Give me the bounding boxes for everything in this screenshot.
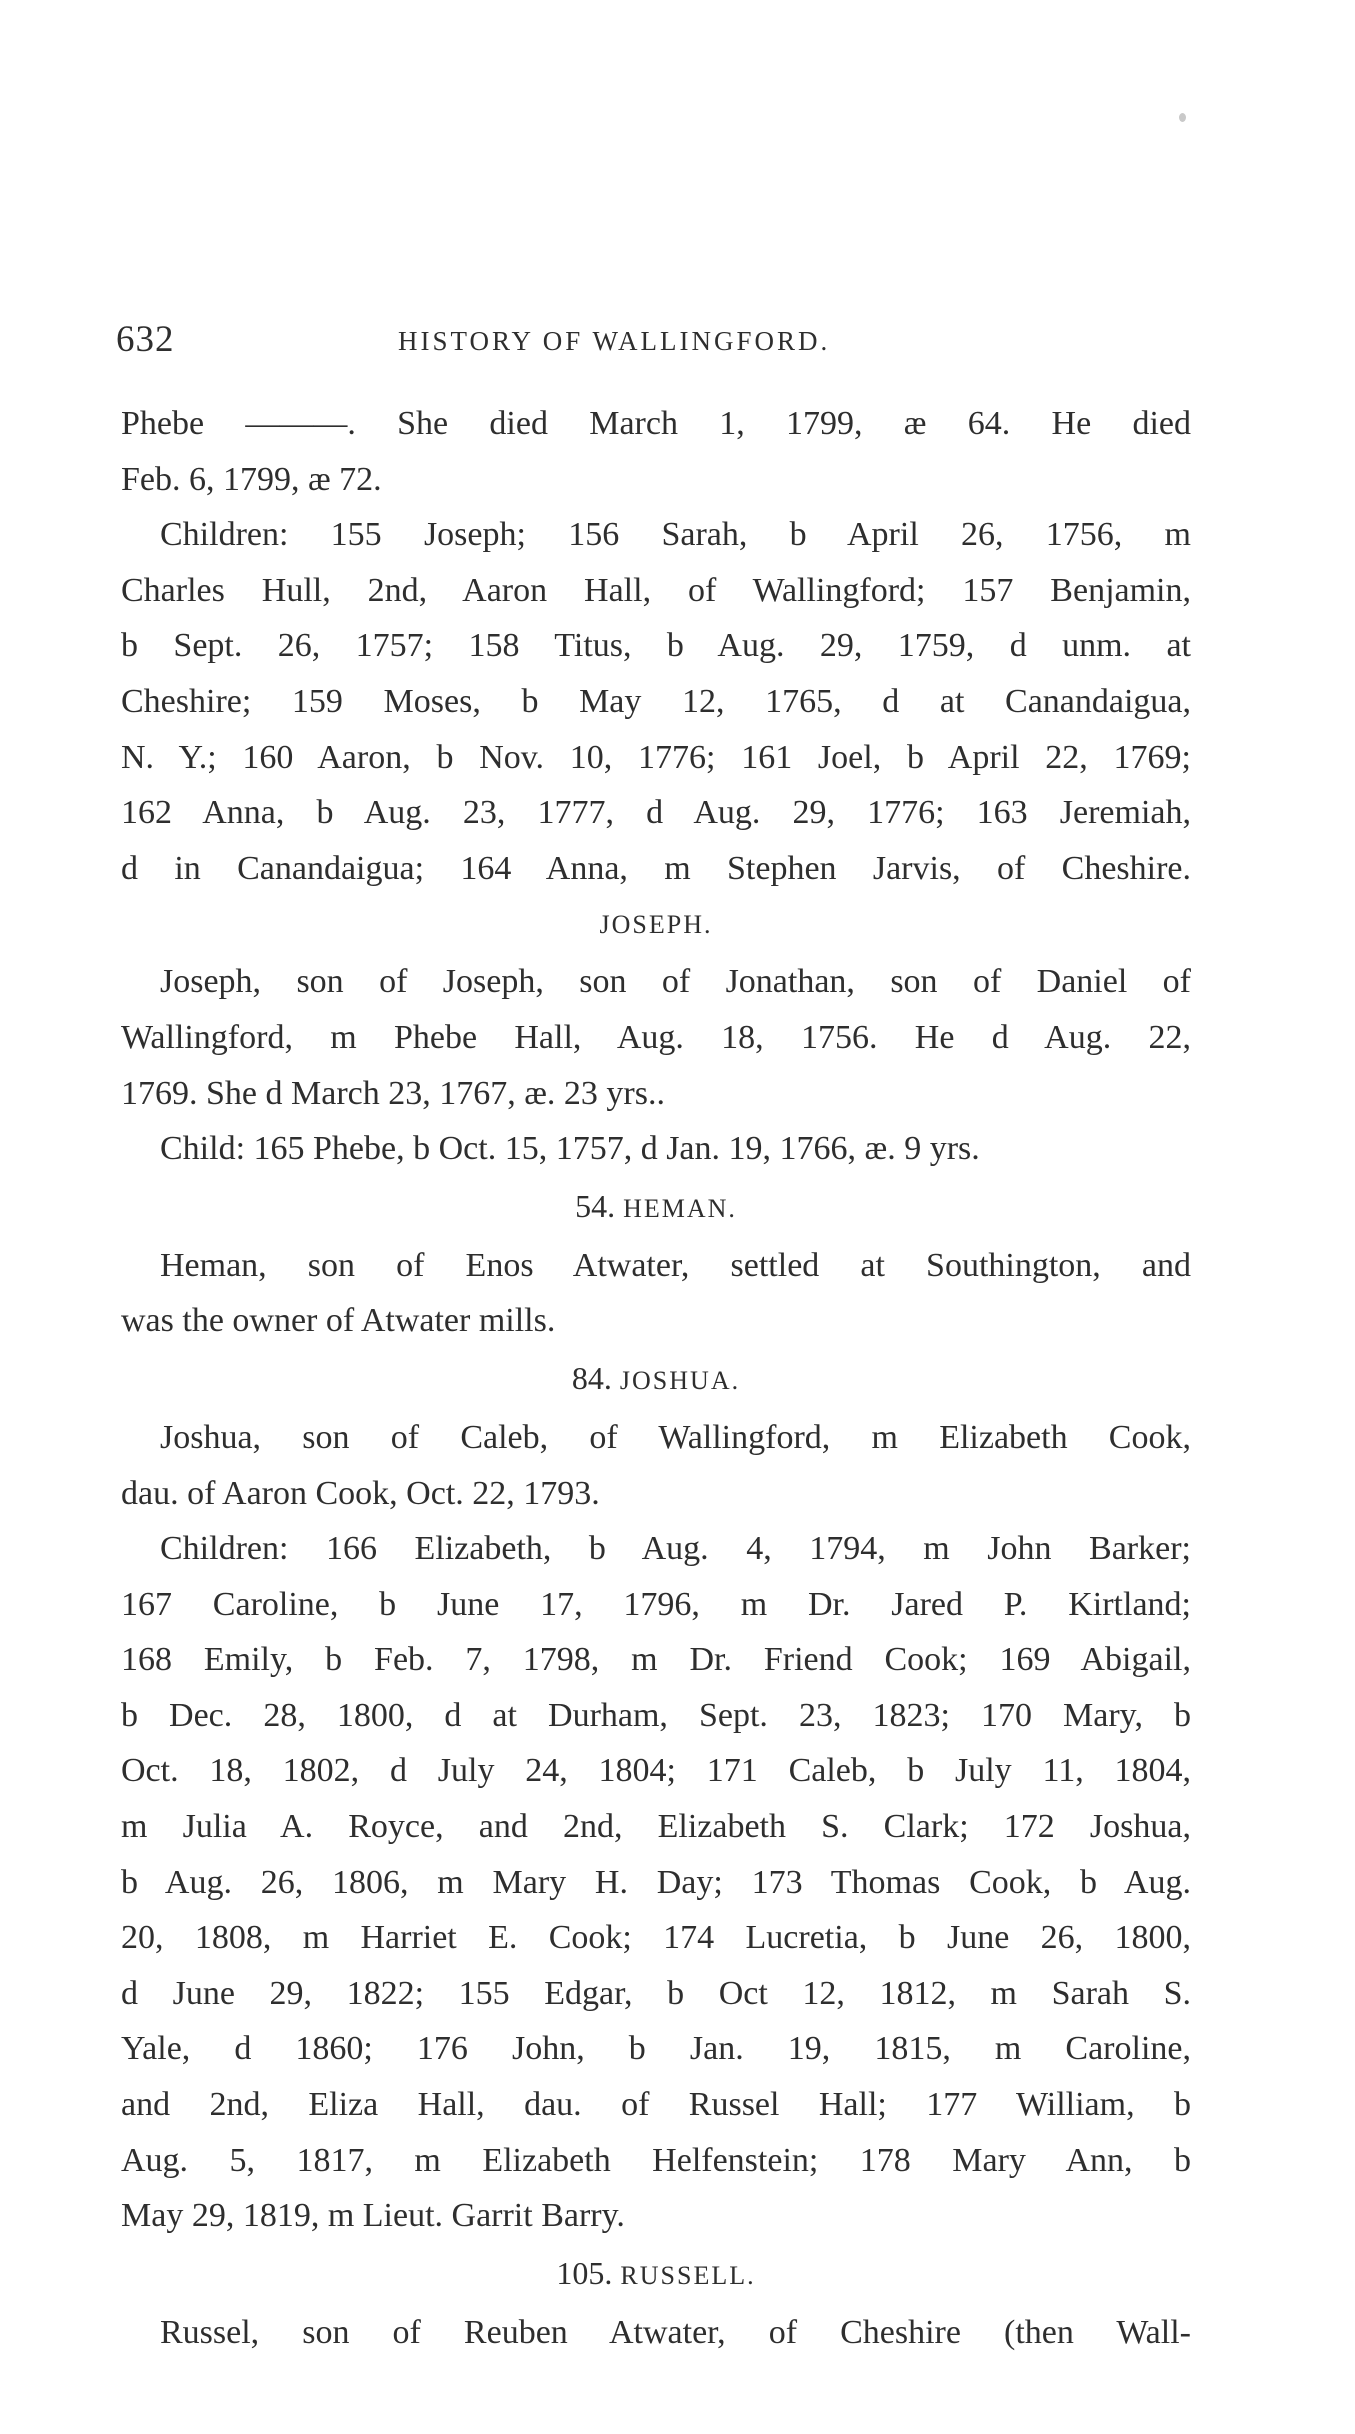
- text-line: Cheshire; 159 Moses, b May 12, 1765, d at Canandaigua,: [121, 682, 1191, 720]
- heading-title: RUSSELL.: [620, 2260, 756, 2290]
- heading-number: 105.: [556, 2254, 613, 2291]
- heading-number: 84.: [571, 1359, 612, 1396]
- text-line: b Sept. 26, 1757; 158 Titus, b Aug. 29, 1759, d unm. at: [121, 627, 1191, 665]
- page-number: 632: [116, 319, 175, 360]
- heading-title: JOSHUA.: [619, 1365, 741, 1395]
- text-line: Charles Hull, 2nd, Aaron Hall, of Wallingford; 157 Benjamin,: [121, 571, 1191, 609]
- text-line: 167 Caroline, b June 17, 1796, m Dr. Jared P. Kirtland;: [121, 1585, 1191, 1623]
- text-line: 20, 1808, m Harriet E. Cook; 174 Lucretia, b June 26, 1800,: [121, 1919, 1191, 1957]
- text-line: Feb. 6, 1799, æ 72.: [121, 460, 382, 498]
- page-body: [121, 396, 1191, 2360]
- text-line: Aug. 5, 1817, m Elizabeth Helfenstein; 178 Mary Ann, b: [121, 2141, 1191, 2179]
- text-line: Oct. 18, 1802, d July 24, 1804; 171 Caleb, b July 11, 1804,: [121, 1752, 1191, 1790]
- text-line: d in Canandaigua; 164 Anna, m Stephen Jarvis, of Cheshire.: [121, 849, 1191, 887]
- section-heading-joseph: [121, 896, 1191, 954]
- page-header: [116, 318, 1196, 368]
- text-line: Child: 165 Phebe, b Oct. 15, 1757, d Jan. 19, 1766, æ. 9 yrs.: [160, 1130, 980, 1168]
- text-line: m Julia A. Royce, and 2nd, Elizabeth S. Clark; 172 Joshua,: [121, 1808, 1191, 1846]
- text-line: 162 Anna, b Aug. 23, 1777, d Aug. 29, 1776; 163 Jeremiah,: [121, 794, 1191, 832]
- text-line: N. Y.; 160 Aaron, b Nov. 10, 1776; 161 Joel, b April 22, 1769;: [121, 738, 1191, 776]
- text-line: May 29, 1819, m Lieut. Garrit Barry.: [121, 2197, 625, 2235]
- text-line: 1769. She d March 23, 1767, æ. 23 yrs..: [121, 1074, 665, 1112]
- text-line: dau. of Aaron Cook, Oct. 22, 1793.: [121, 1474, 600, 1512]
- text-line: Joshua, son of Caleb, of Wallingford, m Elizabeth Cook,: [160, 1418, 1191, 1456]
- section-heading-russell: [121, 2244, 1191, 2305]
- text-line: and 2nd, Eliza Hall, dau. of Russel Hall; 177 William, b: [121, 2086, 1191, 2124]
- heading-title: JOSEPH.: [599, 910, 713, 940]
- text-line: b Dec. 28, 1800, d at Durham, Sept. 23, 1823; 170 Mary, b: [121, 1696, 1191, 1734]
- text-line: 168 Emily, b Feb. 7, 1798, m Dr. Friend Cook; 169 Abigail,: [121, 1641, 1191, 1679]
- text-line: Heman, son of Enos Atwater, settled at Southington, and: [160, 1246, 1191, 1284]
- section-heading-heman: [121, 1177, 1191, 1238]
- text-line: Wallingford, m Phebe Hall, Aug. 18, 1756. He d Aug. 22,: [121, 1018, 1191, 1056]
- text-line: d June 29, 1822; 155 Edgar, b Oct 12, 1812, m Sarah S.: [121, 1974, 1191, 2012]
- running-title: HISTORY OF WALLINGFORD.: [398, 326, 831, 356]
- text-line: Children: 155 Joseph; 156 Sarah, b April 26, 1756, m: [160, 516, 1191, 554]
- paper-speck: [1179, 113, 1186, 122]
- text-line: Joseph, son of Joseph, son of Jonathan, son of Daniel of: [160, 963, 1191, 1001]
- heading-title: HEMAN.: [623, 1193, 737, 1223]
- section-heading-joshua: [121, 1349, 1191, 1410]
- text-line: was the owner of Atwater mills.: [121, 1302, 556, 1340]
- text-line: Children: 166 Elizabeth, b Aug. 4, 1794, m John Barker;: [160, 1530, 1191, 1568]
- text-line: b Aug. 26, 1806, m Mary H. Day; 173 Thomas Cook, b Aug.: [121, 1863, 1191, 1901]
- text-line: Yale, d 1860; 176 John, b Jan. 19, 1815, m Caroline,: [121, 2030, 1191, 2068]
- text-line: Phebe ———. She died March 1, 1799, æ 64. He died: [121, 405, 1191, 442]
- text-line: Russel, son of Reuben Atwater, of Cheshire (then Wall-: [160, 2313, 1191, 2351]
- heading-number: 54.: [575, 1187, 616, 1224]
